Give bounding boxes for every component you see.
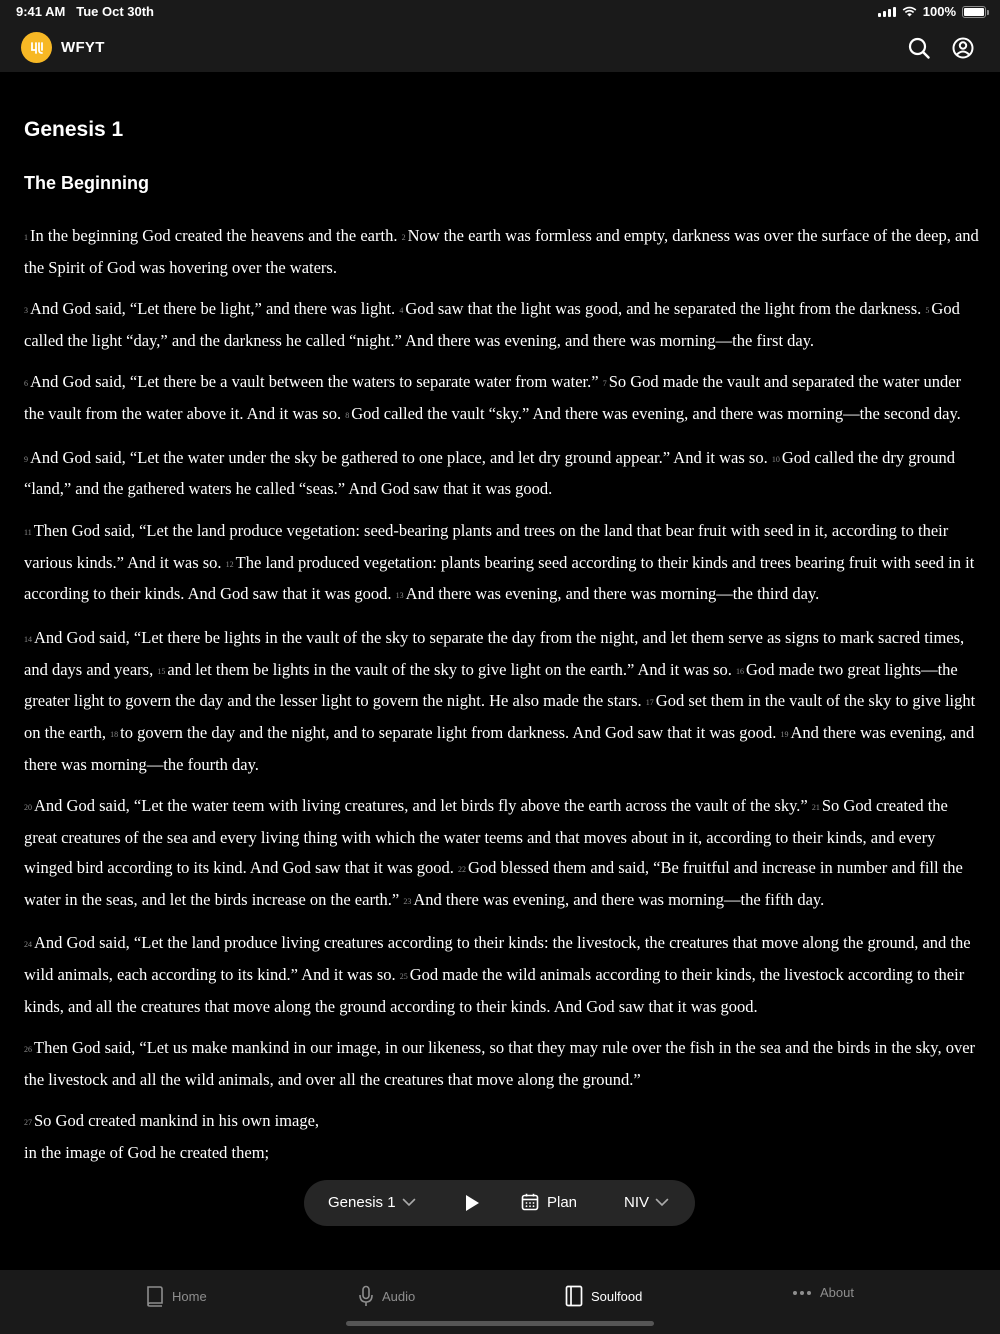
verse-text[interactable]: and let them be lights in the vault of the sky to give light on the earth.” And it was so.: [167, 659, 732, 679]
plan-label: Plan: [547, 1193, 578, 1211]
battery-icon: [962, 6, 986, 18]
verse-number[interactable]: 17: [645, 698, 654, 708]
chevron-down-icon: [402, 1198, 416, 1207]
app-name: WFYT: [61, 39, 105, 56]
verse-text[interactable]: And God said, “Let the water teem with living creatures, and let birds fly above the earth across the vault of the sky.”: [34, 796, 808, 816]
app-header: [0, 24, 1000, 72]
verse-text[interactable]: And God said, “Let there be a vault between the waters to separate water from water.”: [30, 372, 599, 392]
verse-number[interactable]: 22: [458, 864, 466, 874]
tab-bar: [0, 1270, 1000, 1334]
verse-text[interactable]: So God created the great creatures of the sea and every living thing with which the water teems and that moves about in it, according to their kinds, and every winged bird according to its kind. And God saw that it was good.: [24, 796, 948, 877]
scripture-paragraph: [24, 221, 979, 283]
verse-text[interactable]: in the image of God he created them;: [24, 1143, 270, 1163]
verse-number[interactable]: 27: [24, 1118, 32, 1128]
status-indicators: [878, 4, 986, 19]
verse-text[interactable]: And God said, “Let the water under the sky be gathered to one place, and let dry ground appear.” And it was so.: [30, 447, 768, 467]
verse-text[interactable]: Now the earth was formless and empty, darkness was over the surface of the deep, and the Spirit of God was hovering over the waters.: [24, 226, 979, 277]
player-bar: [304, 1180, 695, 1226]
version-label: NIV: [624, 1194, 650, 1211]
status-time: [16, 4, 154, 19]
scripture-paragraph: [24, 516, 979, 611]
verse-number[interactable]: 5: [925, 306, 930, 316]
verse-text[interactable]: God called the vault “sky.” And there was evening, and there was morning—the second day.: [351, 404, 961, 424]
poetry-line[interactable]: [24, 1138, 979, 1168]
verse-number[interactable]: 21: [811, 803, 820, 813]
status-clock: 9:41 AM: [16, 4, 66, 19]
status-date: Tue Oct 30th: [76, 4, 154, 19]
verse-text[interactable]: So God made the vault and separated the water under the vault from the water above it. And it was so.: [24, 372, 962, 424]
scripture-text[interactable]: [24, 221, 979, 1179]
verse-number[interactable]: 18: [110, 730, 119, 740]
verse-number[interactable]: 24: [24, 940, 32, 950]
plan-button[interactable]: [521, 1193, 577, 1211]
wifi-icon: [902, 6, 917, 17]
scripture-paragraph: [24, 623, 979, 780]
tab-about-label: About: [820, 1285, 854, 1300]
home-indicator[interactable]: [346, 1321, 654, 1326]
more-icon: [792, 1290, 812, 1296]
signal-icon: [878, 7, 896, 17]
verse-number[interactable]: 9: [24, 454, 28, 464]
verse-number[interactable]: 10: [771, 454, 780, 464]
section-title: The Beginning: [24, 173, 149, 193]
verse-text[interactable]: God blessed them and said, “Be fruitful and increase in number and fill the water in the seas, and let the birds increase on the earth.”: [24, 857, 963, 909]
verse-number[interactable]: 26: [24, 1045, 32, 1055]
tab-soulfood-label: Soulfood: [591, 1288, 643, 1304]
verse-number[interactable]: 23: [403, 896, 412, 906]
verse-text[interactable]: And there was evening, and there was morning—the fourth day.: [24, 723, 975, 774]
scripture-paragraph: [24, 791, 979, 916]
scripture-paragraph: [24, 367, 979, 431]
chapter-selector-label: Genesis 1: [328, 1194, 396, 1211]
verse-text[interactable]: God made the wild animals according to their kinds, the livestock according to their kinds, and all the creatures that move along the ground according to their kinds. And God saw that it was good.: [24, 964, 965, 1016]
status-bar: [0, 0, 1000, 24]
verse-text[interactable]: And there was evening, and there was morning—the fifth day.: [413, 889, 825, 909]
verse-number[interactable]: 2: [401, 233, 406, 242]
profile-button[interactable]: [951, 36, 975, 60]
verse-number[interactable]: 4: [399, 306, 404, 316]
verse-number[interactable]: 7: [602, 379, 607, 389]
scripture-poetry: [24, 1106, 979, 1168]
reading-content[interactable]: [0, 72, 1000, 1270]
version-selector[interactable]: [624, 1194, 669, 1211]
search-icon: [908, 37, 930, 59]
verse-number[interactable]: 11: [24, 527, 32, 537]
verse-text[interactable]: And God said, “Let the land produce living creatures according to their kinds: the livestock, the creatures that move along the ground, and the wild animals, each according to its kind.” And it was so.: [24, 933, 971, 984]
verse-number[interactable]: 15: [157, 666, 166, 676]
book-icon: [146, 1285, 164, 1307]
verse-number[interactable]: 16: [736, 666, 745, 676]
tab-about[interactable]: [792, 1285, 854, 1300]
verse-text[interactable]: So God created mankind in his own image,: [34, 1111, 320, 1131]
verse-text[interactable]: And God said, “Let there be light,” and there was light.: [30, 299, 396, 319]
verse-text[interactable]: And there was evening, and there was morning—the third day.: [405, 584, 820, 604]
verse-text[interactable]: God saw that the light was good, and he separated the light from the darkness.: [405, 299, 922, 319]
tab-home[interactable]: [146, 1285, 207, 1307]
scripture-paragraph: [24, 294, 979, 356]
verse-text[interactable]: to govern the day and the night, and to separate light from darkness. And God saw that it was good.: [120, 723, 777, 743]
verse-number[interactable]: 6: [24, 379, 28, 389]
verse-number[interactable]: 1: [24, 233, 28, 242]
tab-home-label: Home: [172, 1288, 207, 1304]
tab-audio[interactable]: [358, 1285, 415, 1307]
wfyt-logo-icon[interactable]: [21, 32, 52, 63]
profile-icon: [952, 37, 974, 59]
microphone-icon: [358, 1285, 374, 1307]
verse-text[interactable]: Then God said, “Let the land produce vegetation: seed-bearing plants and trees on the land that bear fruit with seed in it, according to their various kinds.” And it was so.: [24, 520, 949, 572]
tab-soulfood[interactable]: [565, 1285, 642, 1307]
battery-percent: 100%: [922, 4, 956, 19]
tab-audio-label: Audio: [382, 1288, 416, 1304]
calendar-icon: [521, 1193, 539, 1211]
verse-text[interactable]: The land produced vegetation: plants bearing seed according to their kinds and trees bearing fruit with seed in it according to their kinds. And God saw that it was good.: [24, 552, 975, 604]
verse-number[interactable]: 19: [780, 730, 789, 740]
verse-number[interactable]: 13: [395, 591, 404, 601]
play-icon: [462, 1193, 482, 1213]
verse-text[interactable]: God set them in the vault of the sky to give light on the earth,: [24, 691, 976, 743]
scripture-paragraph: [24, 443, 979, 505]
open-book-icon: [565, 1285, 583, 1307]
poetry-line[interactable]: [24, 1106, 979, 1138]
verse-text[interactable]: God called the light “day,” and the darkness he called “night.” And there was evening, and there was morning—the first day.: [24, 299, 960, 350]
verse-number[interactable]: 12: [225, 559, 234, 569]
verse-number[interactable]: 20: [24, 803, 32, 813]
scripture-paragraph: [24, 928, 979, 1021]
verse-text[interactable]: Then God said, “Let us make mankind in our image, in our likeness, so that they may rule over the fish in the sea and the birds in the sky, over the livestock and all the wild animals, and over all the creatures that move along the ground.”: [24, 1038, 976, 1089]
scripture-paragraph: [24, 1033, 979, 1095]
verse-text[interactable]: God made two great lights—the greater light to govern the day and the lesser light to govern the night. He also made the stars.: [24, 659, 958, 711]
chapter-selector[interactable]: [328, 1194, 416, 1211]
verse-number[interactable]: 14: [24, 634, 32, 644]
verse-text[interactable]: God called the dry ground “land,” and the gathered waters he called “seas.” And God saw that it was good.: [24, 447, 956, 499]
chapter-title: Genesis 1: [24, 118, 124, 141]
search-button[interactable]: [907, 36, 931, 60]
verse-text[interactable]: In the beginning God created the heavens and the earth.: [30, 226, 398, 245]
verse-number[interactable]: 8: [345, 411, 350, 421]
play-button[interactable]: [462, 1193, 482, 1213]
verse-number[interactable]: 25: [399, 971, 408, 981]
chevron-down-icon: [655, 1198, 669, 1207]
verse-text[interactable]: And God said, “Let there be lights in the vault of the sky to separate the day from the night, and let them serve as signs to mark sacred times, and days and years,: [24, 627, 965, 679]
verse-number[interactable]: 3: [24, 306, 28, 316]
